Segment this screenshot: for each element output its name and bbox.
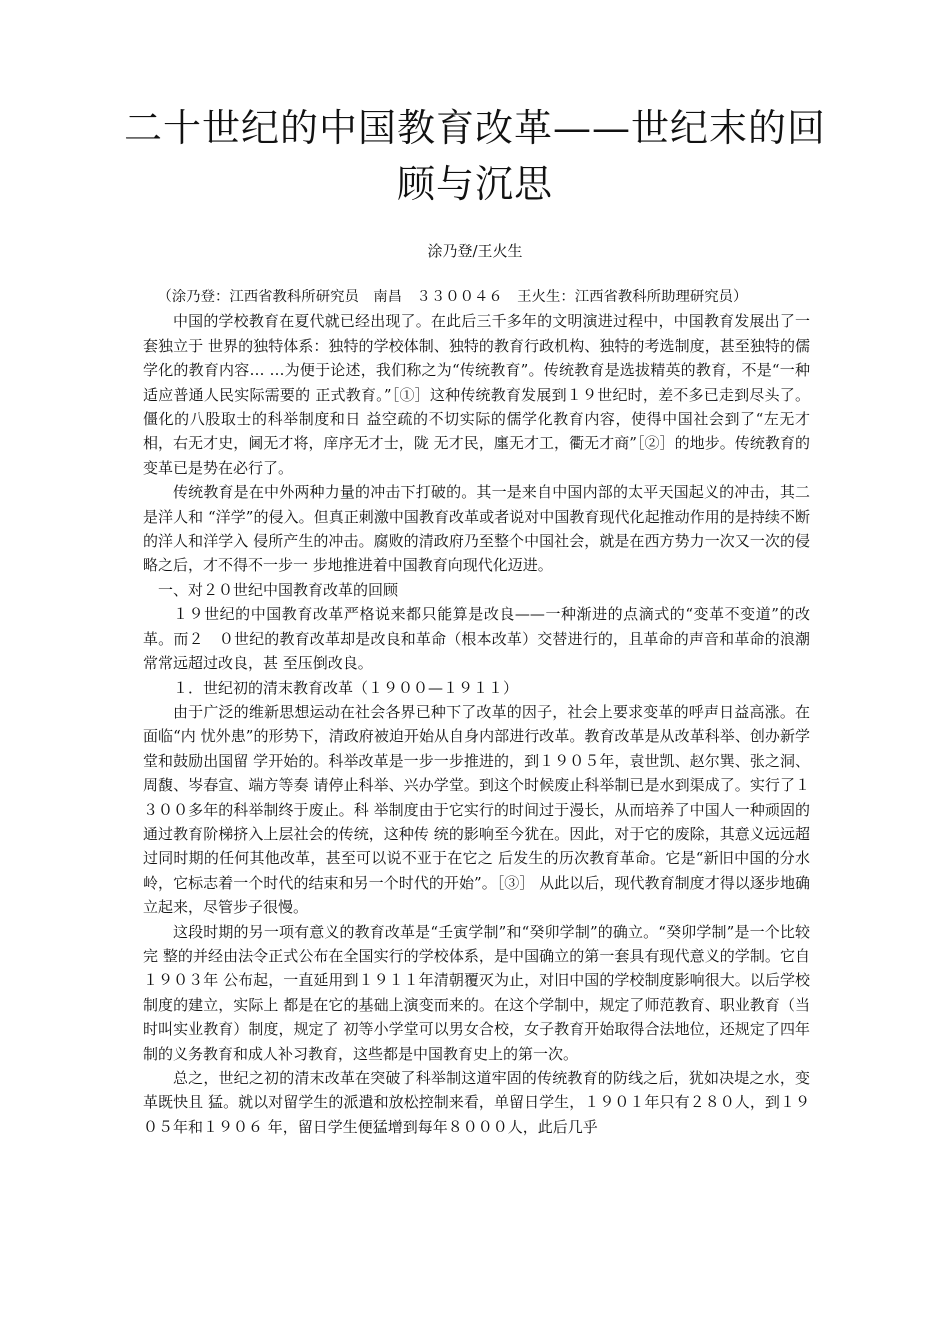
subsection-heading: １．世纪初的清末教育改革（１９００—１９１１） <box>173 678 519 697</box>
paragraph: 总之，世纪之初的清末改革在突破了科举制这道牢固的传统教育的防线之后，犹如决堤之水，变革既快且 猛。就以对留学生的派遣和放松控制来看，单留日学生，１９０１年只有２８０人，到１９０５年和１９０６ 年，留日学生便猛增到每年８０００人，此后几乎 <box>143 1069 810 1136</box>
paragraph: １９世纪的中国教育改革严格说来都只能算是改良——一种渐进的点滴式的“变革不变道”的改革。而２ ０世纪的教育改革却是改良和革命（根本改革）交替进行的，且革命的声音和革命的浪潮常常远超过改良，甚 至压倒改良。 <box>143 605 810 673</box>
author-line: 涂乃登/王火生 <box>427 242 523 260</box>
paragraph: 由于广泛的维新思想运动在社会各界已种下了改革的因子，社会上要求变革的呼声日益高涨。在面临“内 忧外患”的形势下，清政府被迫开始从自身内部进行改革。教育改革是从改革科举、创办新学堂和鼓励出国留 学开始的。科举改革是一步一步推进的，到１９０５年，袁世凯、赵尔巽、张之洞、周馥、岑春宣、端方等奏 请停止科举、兴办学堂。到这个时候废止科举制已是水到渠成了。实行了１３００多年的科举制终于废止。科 举制度由于它实行的时间过于漫长，从而培养了中国人一种顽固的通过教育阶梯挤入上层社会的传统，这种传 统的影响至今犹在。因此，对于它的废除，其意义远远超过同时期的任何其他改革，甚至可以说不亚于在它之 后发生的历次教育革命。它是“新旧中国的分水岭，它标志着一个时代的结束和另一个时代的开始”。［③］ 从此以后，现代教育制度才得以逐步地确立起来，尽管步子很慢。 <box>143 702 810 917</box>
paragraph: 中国的学校教育在夏代就已经出现了。在此后三千多年的文明演进过程中，中国教育发展出了一套独立于 世界的独特体系：独特的学校体制、独特的教育行政机构、独特的考选制度，甚至独特的儒学化的教育内容… …为便于论述，我们称之为“传统教育”。传统教育是选拔精英的教育，不是“一种适应普通人民实际需要的 正式教育。”［①］这种传统教育发展到１９世纪时，差不多已走到尽头了。僵化的八股取士的科举制度和日 益空疏的不切实际的儒学化教育内容，使得中国社会到了“左无才相，右无才史，阃无才将，庠序无才士，陇 无才民，廛无才工，衢无才商”［②］的地步。传统教育的变革已是势在必行了。 <box>143 312 810 477</box>
paragraph: 传统教育是在中外两种力量的冲击下打破的。其一是来自中国内部的太平天国起义的冲击，其二是洋人和 “洋学”的侵入。但真正刺激中国教育改革或者说对中国教育现代化起推动作用的是持续不断的洋人和洋学入 侵所产生的冲击。腐败的清政府乃至整个中国社会，就是在西方势力一次又一次的侵略之后，才不得不一步一 步地推进着中国教育向现代化迈进。 <box>143 483 810 575</box>
article-title: 二十世纪的中国教育改革——世纪末的回顾与沉思 <box>123 106 826 206</box>
author-affiliation: （涂乃登：江西省教科所研究员 南昌 ３３００４６ 王火生：江西省教科所助理研究员） <box>157 289 748 305</box>
article-body <box>143 285 810 1139</box>
section-heading: 一、对２０世纪中国教育改革的回顾 <box>158 580 399 599</box>
paragraph: 这段时期的另一项有意义的教育改革是“壬寅学制”和“癸卯学制”的确立。“癸卯学制”是一个比较完 整的并经由法令正式公布在全国实行的学校体系，是中国确立的第一套具有现代意义的学制。它自１９０３年 公布起，一直延用到１９１１年清朝覆灭为止，对旧中国的学校制度影响很大。以后学校制度的建立，实际上 都是在它的基础上演变而来的。在这个学制中，规定了师范教育、职业教育（当时叫实业教育）制度，规定了 初等小学堂可以男女合校，女子教育开始取得合法地位，还规定了四年制的义务教育和成人补习教育，这些都是中国教育史上的第一次。 <box>143 922 810 1063</box>
